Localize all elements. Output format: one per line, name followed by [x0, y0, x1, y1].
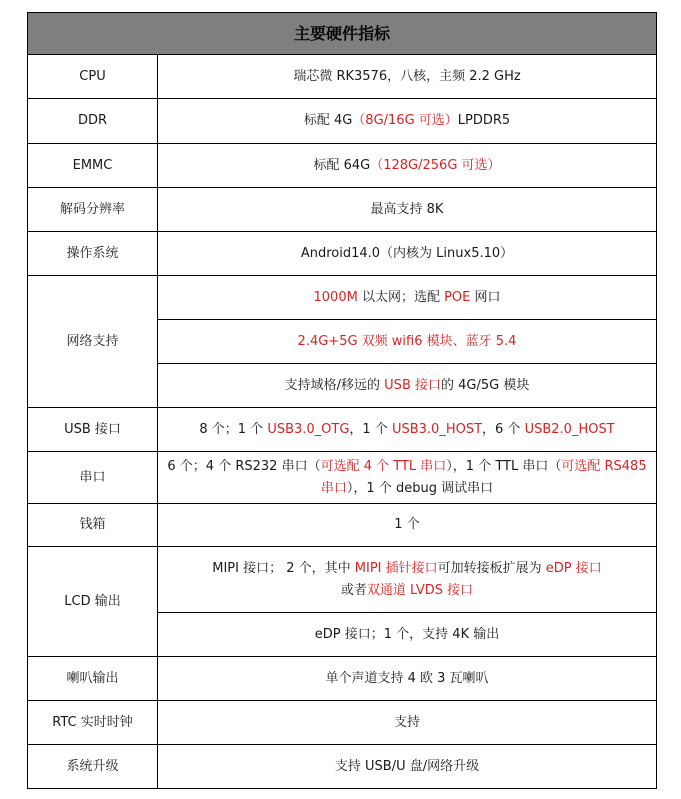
row-value-emmc: [158, 144, 657, 188]
lcd-mipi-text: MIPI 接口； 2 个，其中: [212, 560, 355, 576]
table-row: [28, 99, 657, 144]
row-label-cashbox: 钱箱: [28, 504, 158, 547]
table-row: [28, 745, 657, 789]
usb2-host: USB2.0_HOST: [524, 421, 615, 437]
network-usb-link: USB 接口: [384, 377, 441, 393]
row-value-network-wifi: 2.4G+5G 双频 wifi6 模块、蓝牙 5.4: [158, 320, 657, 364]
row-value-rtc: 支持: [158, 701, 657, 745]
hardware-spec-table: [27, 12, 657, 789]
table-row: [28, 657, 657, 701]
row-label-network: 网络支持: [28, 276, 158, 408]
ddr-standard: 标配 4G: [303, 113, 353, 128]
usb-text-c: ，1 个: [349, 421, 392, 437]
table-row: [28, 504, 657, 547]
table-row: [28, 408, 657, 452]
network-4g-prefix: 支持域格/移远的: [284, 377, 385, 393]
serial-text-c: ），1 个 TTL 串口（: [446, 458, 562, 474]
network-4g-suffix: 的 4G/5G 模块: [441, 377, 530, 393]
serial-ttl-option: 可选配 4 个 TTL 串口: [320, 458, 447, 474]
network-poe: POE: [444, 289, 471, 305]
usb-text-e: ，6 个: [482, 421, 525, 437]
row-value-cashbox: 1 个: [158, 504, 657, 547]
table-row: [28, 547, 657, 613]
row-label-decode: 解码分辨率: [28, 188, 158, 232]
row-value-usb: [158, 408, 657, 452]
row-value-ddr: [158, 99, 657, 144]
row-label-speaker: 喇叭输出: [28, 657, 158, 701]
table-row: [28, 452, 657, 504]
table-header-row: [28, 13, 657, 55]
table-row: [28, 276, 657, 320]
row-value-lcd-mipi: [158, 547, 657, 613]
usb3-host: USB3.0_HOST: [391, 421, 483, 437]
ddr-type: LPDDR5: [457, 113, 511, 128]
row-value-upgrade: 支持 USB/U 盘/网络升级: [158, 745, 657, 789]
lcd-or-text: 或者: [340, 582, 367, 598]
table-row: [28, 701, 657, 745]
row-value-serial: [158, 452, 657, 504]
network-port-text: 网口: [470, 289, 501, 305]
row-value-network-4g: [158, 364, 657, 408]
row-label-usb: USB 接口: [28, 408, 158, 452]
row-label-cpu: CPU: [28, 55, 158, 99]
row-value-os: Android14.0（内核为 Linux5.10）: [158, 232, 657, 276]
lcd-lvds-iface: 双通道 LVDS 接口: [366, 582, 474, 598]
usb-otg: USB3.0_OTG: [267, 421, 350, 437]
usb-text-a: 8 个；1 个: [199, 421, 268, 437]
row-label-ddr: DDR: [28, 99, 158, 144]
network-1000m: 1000M: [313, 289, 358, 305]
network-ethernet-text: 以太网；选配: [357, 289, 445, 305]
row-value-speaker: 单个声道支持 4 欧 3 瓦喇叭: [158, 657, 657, 701]
table-row: [28, 144, 657, 188]
row-label-os: 操作系统: [28, 232, 158, 276]
row-label-serial: 串口: [28, 452, 158, 504]
row-value-cpu: 瑞芯微 RK3576，八核，主频 2.2 GHz: [158, 55, 657, 99]
table-row: [28, 188, 657, 232]
serial-rs485-option: 可选配 RS485 串口: [320, 458, 647, 496]
serial-text-e: ），1 个 debug 调试串口: [346, 480, 494, 496]
row-value-decode: 最高支持 8K: [158, 188, 657, 232]
row-value-lcd-edp: eDP 接口；1 个，支持 4K 输出: [158, 613, 657, 657]
row-label-rtc: RTC 实时时钟: [28, 701, 158, 745]
lcd-expand-text: 可加转接板扩展为: [437, 560, 546, 576]
table-row: [28, 55, 657, 99]
lcd-mipi-pin: MIPI 插针接口: [354, 560, 438, 576]
spec-sheet: [27, 12, 656, 789]
row-value-network-ethernet: [158, 276, 657, 320]
emmc-optional: （128G/256G 可选）: [370, 157, 501, 173]
row-label-lcd: LCD 输出: [28, 547, 158, 657]
emmc-standard: 标配 64G: [313, 157, 371, 173]
row-label-upgrade: 系统升级: [28, 745, 158, 789]
table-row: [28, 232, 657, 276]
lcd-edp-iface: eDP 接口: [545, 560, 602, 576]
serial-text-a: 6 个；4 个 RS232 串口（: [167, 458, 321, 474]
ddr-optional: （8G/16G 可选）: [352, 113, 458, 128]
row-label-emmc: EMMC: [28, 144, 158, 188]
table-title: 主要硬件指标: [28, 13, 657, 55]
